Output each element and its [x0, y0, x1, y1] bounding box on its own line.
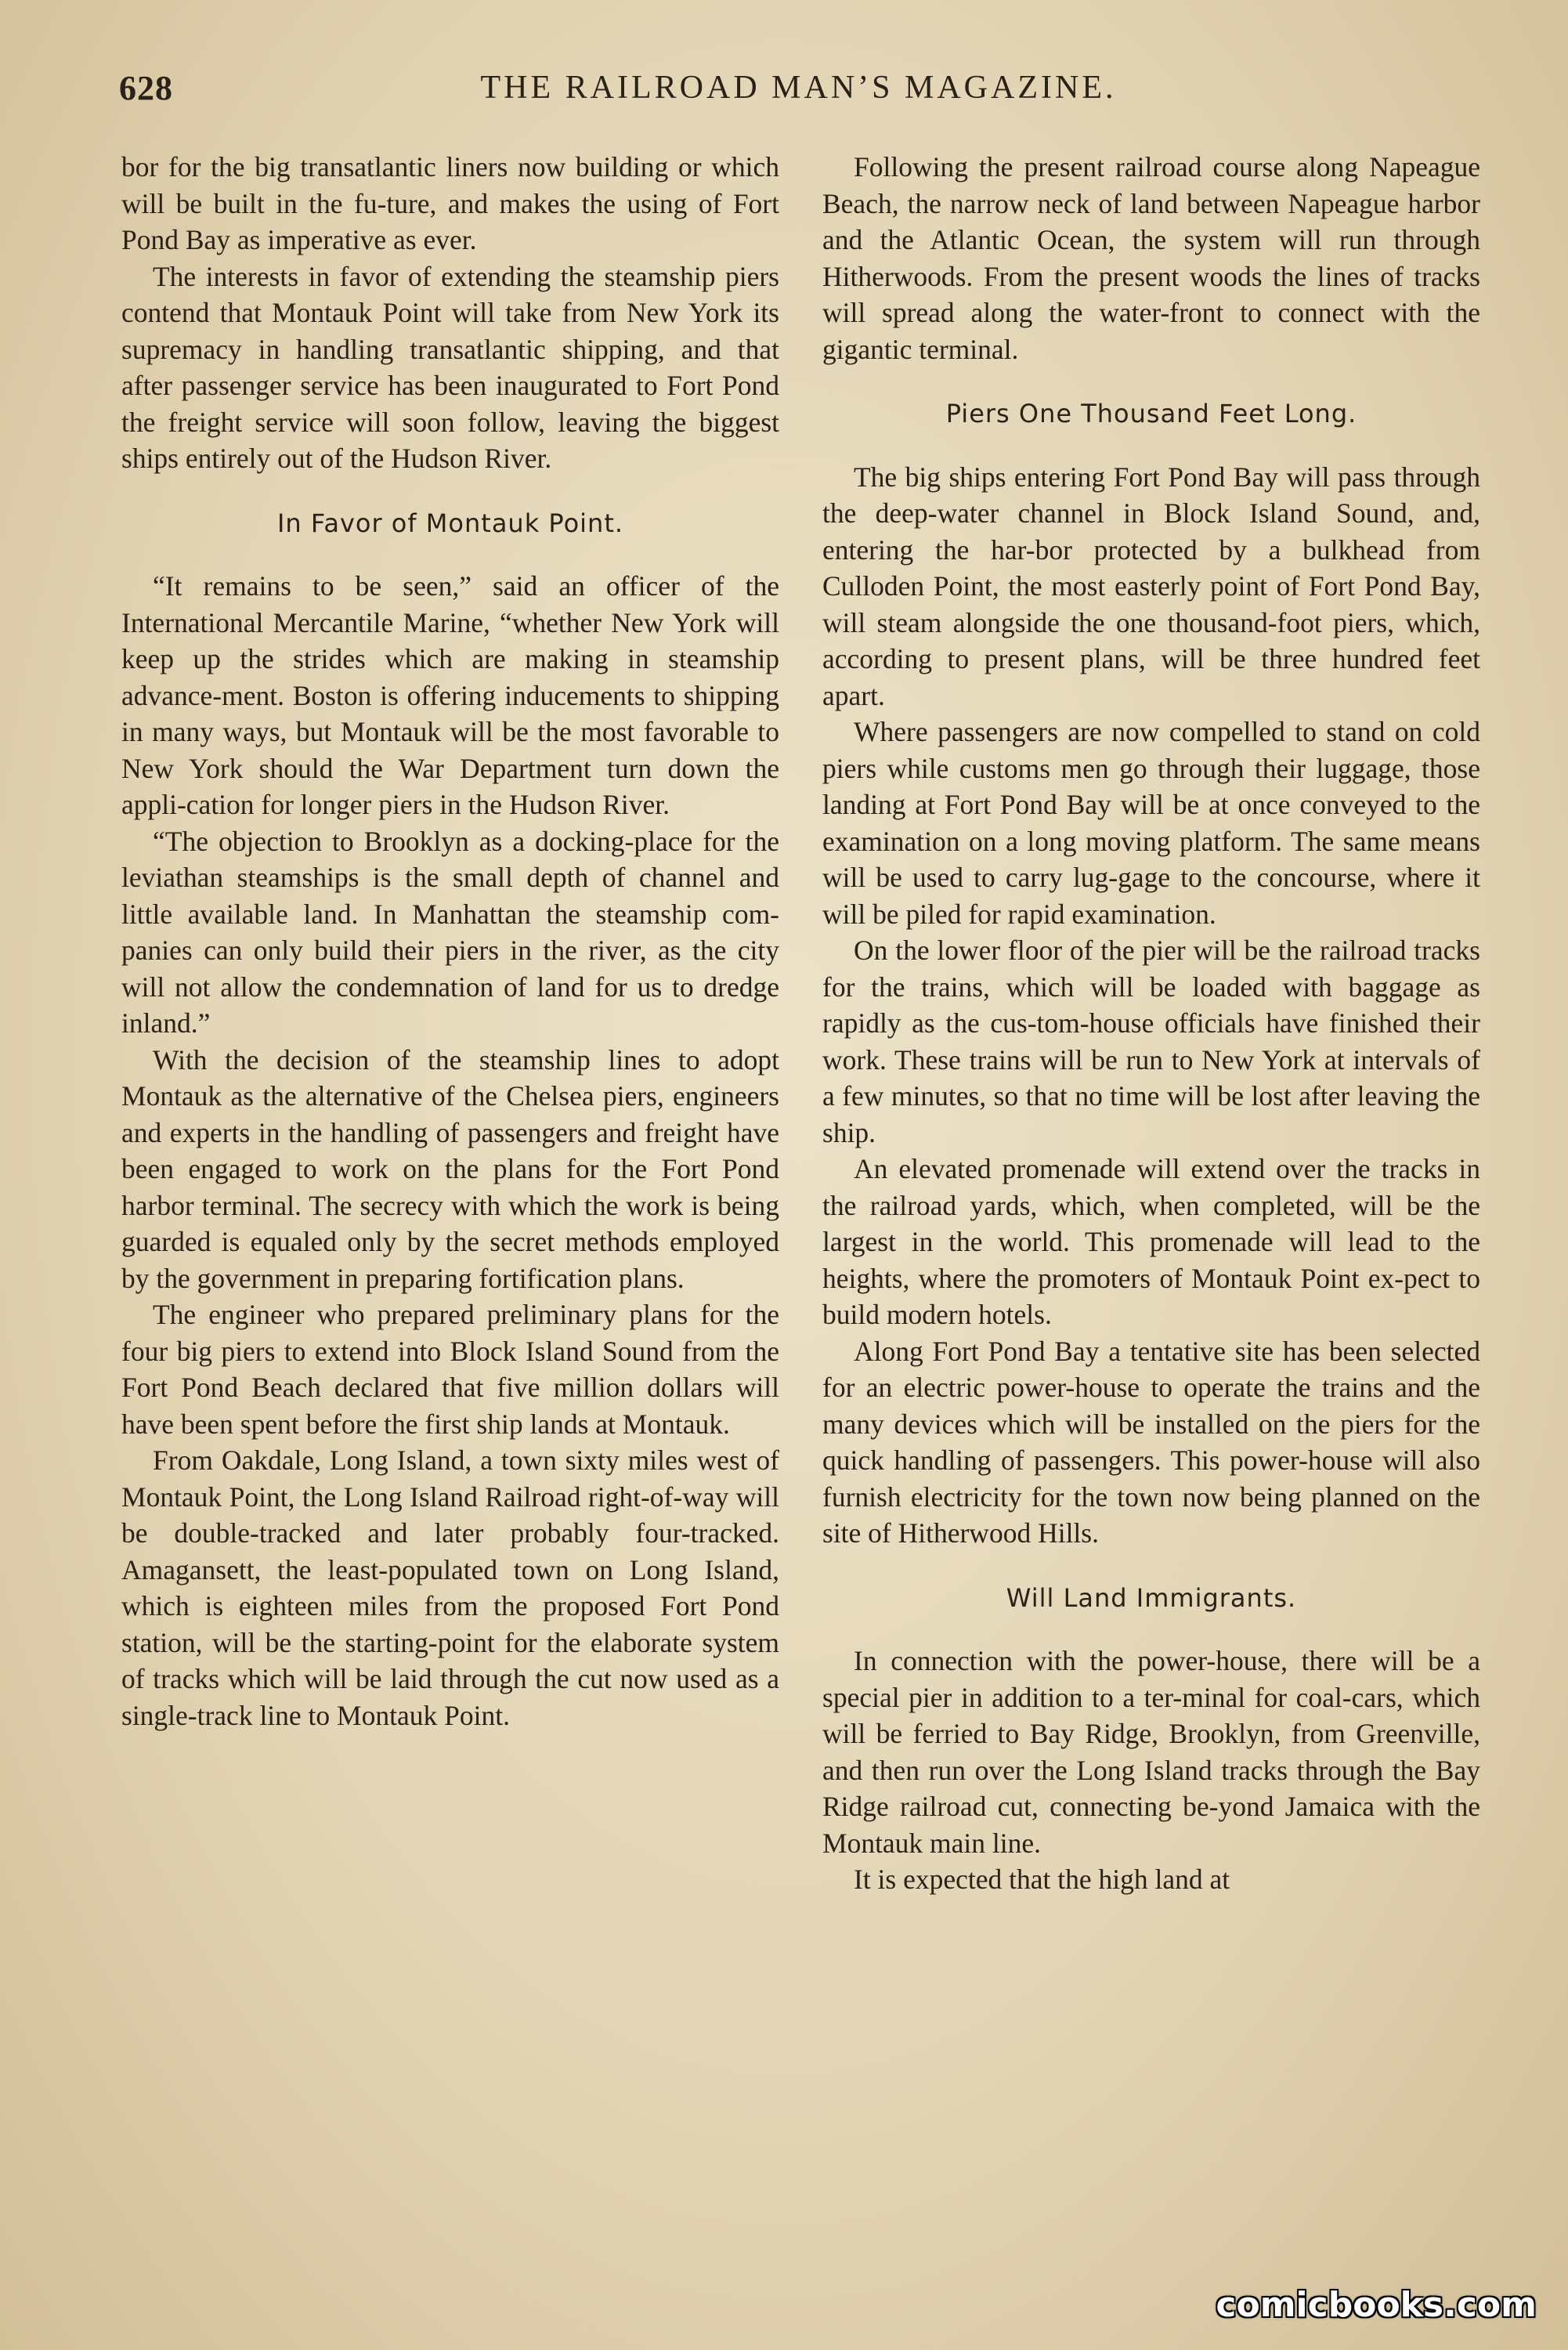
- paragraph: Where passengers are now compelled to stand on cold piers while customs men go through their luggage, those landing at Fort Pond Bay will be at once conveyed to the examination on a long moving platform. The same means will be used to carry lug-gage to the concourse, where it will be piled for rapid examination.: [822, 716, 1480, 930]
- left-column: [121, 149, 779, 2248]
- paragraph: The big ships entering Fort Pond Bay will pass through the deep-water channel in Block Island Sound, and, entering the har-bor protected by a bulkhead from Culloden Point, the most easterly point of Fort Pond Bay, will steam alongside the one thousand-foot piers, which, according to present plans, will be three hundred feet apart.: [822, 461, 1480, 711]
- running-head: THE RAILROAD MAN’S MAGAZINE.: [480, 70, 1117, 106]
- paragraph: “It remains to be seen,” said an officer of the International Mercantile Marine, “whether New York will keep up the strides which are making in steamship advance-ment. Boston is offering inducements to shipping in many ways, but Montauk will be the most favorable to New York should the War Department turn down the appli-cation for longer piers in the Hudson River.: [121, 570, 779, 820]
- paragraph: Along Fort Pond Bay a tentative site has been selected for an electric power-house to operate the trains and the many devices which will be installed on the piers for the quick handling of passengers. This power-house will also furnish electricity for the town now being planned on the site of Hitherwood Hills.: [822, 1335, 1480, 1549]
- paragraph: The interests in favor of extending the steamship piers contend that Montauk Point will take from New York its supremacy in handling transatlantic shipping, and that after passenger service has been inaugurated to Fort Pond the freight service will soon follow, leaving the biggest ships entirely out of the Hudson River.: [121, 260, 779, 474]
- page-header: [119, 69, 1478, 107]
- right-column: [822, 149, 1480, 2248]
- section-heading: Piers One Thousand Feet Long.: [945, 399, 1357, 428]
- paragraph: “The objection to Brooklyn as a docking-place for the leviathan steamships is the small depth of channel and little available land. In Manhattan the steamship com-panies can only build their piers in the river, as the city will not allow the condemnation of land for us to dredge inland.”: [121, 825, 779, 1039]
- paragraph: On the lower floor of the pier will be the railroad tracks for the trains, which will be loaded with baggage as rapidly as the cus-tom-house officials have finished their work. These trains will be run to New York at intervals of a few minutes, so that no time will be lost after leaving the ship.: [822, 935, 1480, 1148]
- paragraph: From Oakdale, Long Island, a town sixty miles west of Montauk Point, the Long Island Railroad right-of-way will be double-tracked and later probably four-tracked. Amagansett, the least-populated town on Long Island, which is eighteen miles from the proposed Fort Pond station, will be the starting-point for the elaborate system of tracks which will be laid through the cut now used as a single-track line to Montauk Point.: [121, 1444, 779, 1731]
- paragraph: With the decision of the steamship lines to adopt Montauk as the alternative of the Chelsea piers, engineers and experts in the handling of passengers and freight have been engaged to work on the plans for the Fort Pond harbor terminal. The secrecy with which the work is being guarded is equaled only by the secret methods employed by the government in preparing fortification plans.: [121, 1043, 779, 1294]
- paragraph: It is expected that the high land at: [854, 1864, 1230, 1895]
- paragraph: Following the present railroad course along Napeague Beach, the narrow neck of land between Napeague harbor and the Atlantic Ocean, the system will run through Hitherwoods. From the present woods the lines of tracks will spread along the water-front to connect with the gigantic terminal.: [822, 151, 1480, 365]
- paragraph: bor for the big transatlantic liners now building or which will be built in the fu-ture, and makes the using of Fort Pond Bay as imperative as ever.: [121, 151, 779, 255]
- section-heading: In Favor of Montauk Point.: [276, 508, 624, 538]
- paragraph: An elevated promenade will extend over the tracks in the railroad yards, which, when completed, will be the largest in the world. This promenade will lead to the heights, where the promoters of Montauk Point ex-pect to build modern hotels.: [822, 1153, 1480, 1330]
- page-number: 628: [119, 68, 173, 107]
- paragraph: The engineer who prepared preliminary plans for the four big piers to extend into Block Island Sound from the Fort Pond Beach declared that five million dollars will have been spent before the first ship lands at Montauk.: [121, 1299, 779, 1440]
- paragraph: In connection with the power-house, there will be a special pier in addition to a ter-minal for coal-cars, which will be ferried to Bay Ridge, Brooklyn, from Greenville, and then run over the Long Island tracks through the Bay Ridge railroad cut, connecting be-yond Jamaica with the Montauk main line.: [822, 1645, 1480, 1859]
- section-heading: Will Land Immigrants.: [1006, 1582, 1297, 1613]
- watermark: comicbooks.com: [1216, 2285, 1537, 2325]
